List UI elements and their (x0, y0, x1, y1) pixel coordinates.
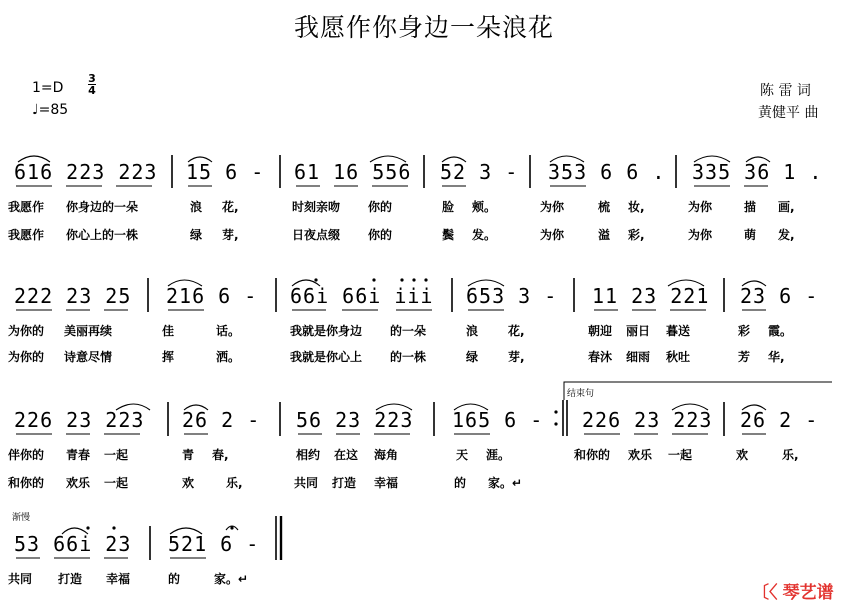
lyric: 一起 (104, 448, 129, 462)
slur (370, 156, 406, 162)
slurs (18, 156, 770, 534)
octave-dot (230, 526, 233, 529)
bar-lines (148, 155, 724, 560)
slur (168, 280, 202, 286)
lyric: 涯。 (486, 448, 511, 462)
octave-dot (412, 278, 415, 281)
repeat-dot (554, 422, 557, 425)
lyric: 天 (456, 448, 469, 462)
lyric: 共同 (294, 476, 319, 490)
line3-measure-2: 26 2 - (182, 408, 261, 432)
lyric: 乐, (782, 448, 799, 462)
octave-dot (424, 278, 427, 281)
lyric: 发, (778, 228, 795, 242)
slur (746, 157, 770, 162)
key-signature: 1=D (32, 80, 64, 96)
lyric: 欢 (182, 476, 195, 490)
lyric: 美丽再续 (64, 324, 113, 338)
lyricist: 陈 雷 词 (760, 83, 811, 99)
lyric: 浪 (190, 200, 203, 214)
lyric: 绿 (466, 350, 479, 364)
lyric: 挥 (162, 350, 175, 364)
lyric: 霞。 (768, 324, 793, 338)
lyric: 颊。 (472, 200, 497, 214)
lyric: 秋吐 (666, 350, 691, 364)
lyric: 伴你的 (8, 448, 45, 462)
line4-measure-1: 53 66i 23 (14, 532, 132, 556)
line3-measure-1: 226 23 223 (14, 408, 145, 432)
time-signature-bottom: 4 (88, 84, 96, 97)
lyric: 在这 (334, 448, 359, 462)
lyric: 欢 (736, 448, 749, 462)
lyric: 幸福 (106, 572, 131, 586)
octave-dot (372, 278, 375, 281)
octave-dot (112, 526, 115, 529)
lyric: 我就是你心上 (290, 350, 363, 364)
line3-measure-3: 56 23 223 (296, 408, 414, 432)
lyric: 话。 (216, 324, 241, 338)
lyric: 的一朵 (390, 324, 427, 338)
lyric: 为你 (540, 228, 565, 242)
line2-measure-3: 66i 66i iii (290, 284, 434, 308)
lyric: 春沐 (588, 350, 613, 364)
volta-line (564, 382, 832, 400)
lyric: 萌 (744, 228, 757, 242)
logo-mark-icon: 〔〈 (752, 583, 778, 603)
lyric: 芽, (222, 228, 239, 242)
lyric: 和你的 (574, 448, 611, 462)
lyric: 日夜点缀 (292, 228, 341, 242)
lyric: 相约 (296, 448, 321, 462)
time-signature-top: 3 (88, 72, 96, 85)
lyric: 你心上的一株 (66, 228, 139, 242)
slur (442, 157, 466, 162)
lyric: 我愿作 (8, 228, 45, 242)
slur (468, 280, 504, 286)
lyric: 时刻亲吻 (292, 200, 341, 214)
line1-measure-2: 15 6 - (186, 160, 265, 184)
repeat-dot (554, 410, 557, 413)
lyric: 海角 (374, 448, 399, 462)
lyric: 春, (212, 448, 229, 462)
line3-measure-6: 26 2 - (740, 408, 819, 432)
lyric: 丽日 (626, 324, 651, 338)
slur (672, 404, 708, 410)
line2-measure-5: 11 23 221 (592, 284, 710, 308)
lyric: 溢 (598, 228, 611, 242)
lyric: 花, (508, 324, 525, 338)
lyric: 和你的 (8, 476, 45, 490)
lyric: 脸 (442, 200, 455, 214)
lyric: 一起 (104, 476, 129, 490)
beams (16, 186, 768, 558)
line1-measure-4: 52 3 - (440, 160, 519, 184)
line2-measure-1: 222 23 25 (14, 284, 132, 308)
line3-measure-5: 226 23 223 (582, 408, 713, 432)
lyric: 鬓 (442, 228, 455, 242)
lyric: 的 (168, 572, 181, 586)
slur (116, 404, 150, 410)
lyric: 你身边的一朵 (66, 200, 139, 214)
lyric: 佳 (162, 324, 175, 338)
slur (376, 404, 412, 410)
lyric: 朝迎 (588, 324, 613, 338)
lyric: 为你 (540, 200, 565, 214)
lyric: 洒。 (216, 350, 241, 364)
lyric: 家。↵ (488, 476, 523, 490)
lyric: 家。↵ (214, 572, 249, 586)
lyric: 欢乐 (628, 448, 653, 462)
slur (668, 280, 704, 286)
lyric: 发。 (472, 228, 497, 242)
lyric: 浪 (466, 324, 479, 338)
lyric: 芽, (508, 350, 525, 364)
slur (550, 156, 584, 162)
lyric: 彩, (628, 228, 645, 242)
slur (62, 528, 88, 534)
lyric: 的 (454, 476, 467, 490)
lyric: 你的 (368, 228, 393, 242)
slur (742, 405, 766, 410)
lyric: 华, (768, 350, 785, 364)
line1-measure-5: 353 6 6 . (548, 160, 666, 184)
lyric: 青春 (66, 448, 91, 462)
lyric: 为你的 (8, 324, 45, 338)
lyric: 妆, (628, 200, 645, 214)
lyric: 花, (222, 200, 239, 214)
slur (188, 157, 212, 162)
line1-measure-3: 61 16 556 (294, 160, 412, 184)
lyric: 彩 (738, 324, 751, 338)
slur (454, 404, 488, 410)
lyric: 共同 (8, 572, 33, 586)
lyric: 的一株 (390, 350, 427, 364)
slur (18, 156, 50, 162)
octave-dot (314, 278, 317, 281)
lyric: 画, (778, 200, 795, 214)
volta-label: 结束句 (567, 389, 595, 399)
lyric: 为你 (688, 200, 713, 214)
lyric: 青 (182, 448, 195, 462)
tempo-marking: ♩=85 (32, 102, 69, 118)
repeat-sign (554, 410, 557, 425)
song-title: 我愿作你身边一朵浪花 (293, 13, 554, 42)
line3-measure-4: 165 6 - (452, 408, 544, 432)
lyric: 欢乐 (66, 476, 91, 490)
octave-dot (86, 526, 89, 529)
site-logo[interactable] (752, 578, 834, 603)
lyric: 打造 (58, 572, 83, 586)
composer: 黄健平 曲 (758, 105, 819, 121)
line1-measure-1: 616 223 223 (14, 160, 158, 184)
volta-bracket (564, 382, 832, 400)
slur (742, 281, 766, 286)
line2-measure-2: 216 6 - (166, 284, 258, 308)
line2-measure-4: 653 3 - (466, 284, 558, 308)
lyric: 梳 (598, 200, 611, 214)
lyric: 一起 (668, 448, 693, 462)
lyric: 暮送 (666, 324, 691, 338)
lyric: 乐, (226, 476, 243, 490)
logo-text: 琴艺谱 (782, 583, 834, 603)
lyric: 细雨 (626, 350, 651, 364)
line4-measure-2: 521 6 - (168, 532, 260, 556)
lyric: 你的 (368, 200, 393, 214)
lyric: 为你 (688, 228, 713, 242)
line2-measure-6: 23 6 - (740, 284, 819, 308)
lyric: 我就是你身边 (290, 324, 363, 338)
slur (184, 405, 208, 410)
lyric: 我愿作 (8, 200, 45, 214)
octave-dot (400, 278, 403, 281)
lyric: 为你的 (8, 350, 45, 364)
line1-measure-6: 335 36 1 . (692, 160, 823, 184)
lyric: 描 (744, 200, 757, 214)
slur (694, 156, 730, 162)
lyric: 幸福 (374, 476, 399, 490)
lyric: 诗意尽情 (64, 350, 113, 364)
lyric: 绿 (190, 228, 203, 242)
slur (170, 528, 202, 534)
lyric: 打造 (332, 476, 357, 490)
lyric: 芳 (738, 350, 751, 364)
tempo-change-marking: 渐慢 (12, 513, 31, 523)
